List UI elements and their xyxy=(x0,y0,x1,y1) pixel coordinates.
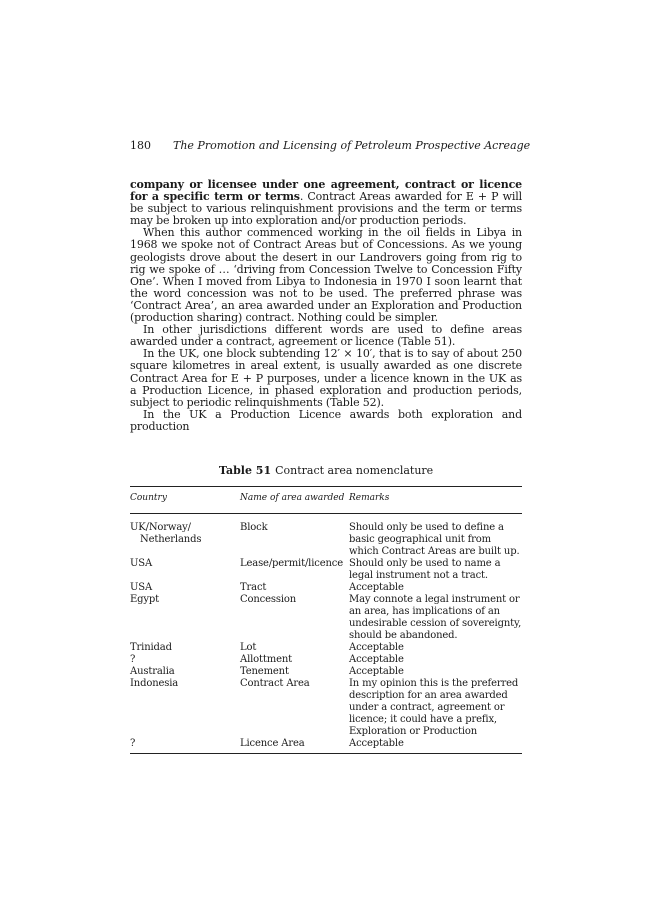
table-row xyxy=(130,738,522,750)
running-head xyxy=(130,139,531,152)
cell-remarks: Should only be used to name a legal instrument not a tract. xyxy=(349,558,501,581)
cell-country: USA xyxy=(130,582,153,593)
cell-country xyxy=(130,522,240,558)
cell-name: Contract Area xyxy=(240,678,310,689)
cell-name: Lot xyxy=(240,642,257,653)
cell-name: Block xyxy=(240,522,268,533)
cell-name: Allottment xyxy=(240,654,293,665)
cell-country: Indonesia xyxy=(130,678,179,689)
table-label: Table 51 xyxy=(218,464,272,477)
cell-remarks: In my opinion this is the preferred description for an area awarded under a contract, agreement or licence; it could have a prefix, Exploration or Production xyxy=(349,678,519,737)
cell-remarks: May connote a legal instrument or an area, has implications of an undesirable cession of sovereignty, should be abandoned. xyxy=(349,594,522,641)
table-row xyxy=(130,642,522,654)
cell-remarks: Acceptable xyxy=(349,666,404,677)
column-header-remarks: Remarks xyxy=(349,493,390,503)
paragraph-3: In other jurisdictions different words are used to define areas awarded under a contract, agreement or licence (Table 51). xyxy=(130,323,522,349)
cell-name: Licence Area xyxy=(240,738,305,749)
bold-definition: company or licensee under one agreement, contract or licence for a specific term or terms xyxy=(130,178,522,204)
table-caption-text: Contract area nomenclature xyxy=(275,464,434,477)
paragraph-2: When this author commenced working in the oil fields in Libya in 1968 we spoke not of Contract Areas but of Concessions. As we young geologists drove about the desert in our Landrovers going from rig to rig we spoke of … ‘driving from Concession Twelve to Concession Fifty One’. When I moved from Libya to Indonesia in 1970 I soon learnt that the word concession was not to be used. The preferred phrase was ‘Contract Area’, an area awarded under an Exploration and Production (production sharing) contract. Nothing could be simpler. xyxy=(130,226,522,325)
table-bottom-rule xyxy=(130,753,522,754)
nomenclature-table xyxy=(130,486,522,754)
cell-name: Lease/permit/licence xyxy=(240,558,343,569)
table-row xyxy=(130,594,522,642)
cell-remarks: Acceptable xyxy=(349,582,404,593)
table-caption xyxy=(130,464,522,477)
cell-country: ? xyxy=(130,738,136,749)
cell-name: Concession xyxy=(240,594,297,605)
cell-country-line1: UK/Norway/ xyxy=(130,522,191,533)
cell-country: Egypt xyxy=(130,594,160,605)
table-row xyxy=(130,558,522,582)
paragraph-1-rest: . Contract Areas awarded for E + P will be subject to various relinquishment provisions and the term or terms may be broken up into exploration and/or production periods. xyxy=(130,190,522,228)
cell-country: Australia xyxy=(130,666,175,677)
table-body xyxy=(130,514,522,753)
paragraph-5: In the UK a Production Licence awards both exploration and production xyxy=(130,407,522,433)
table-row xyxy=(130,654,522,666)
table-row xyxy=(130,666,522,678)
cell-remarks: Should only be used to define a basic geographical unit from which Contract Areas are built up. xyxy=(349,522,520,557)
page-number: 180 xyxy=(130,139,151,152)
table-row xyxy=(130,678,522,738)
cell-remarks: Acceptable xyxy=(349,642,404,653)
paragraph-4: In the UK, one block subtending 12′ × 10′, that is to say of about 250 square kilometres in areal extent, is usually awarded as one discrete Contract Area for E + P purposes, under a licence known in the UK as a Production Licence, in phased exploration and production periods, subject to periodic relinquishments (Table 52). xyxy=(130,347,522,409)
cell-country: ? xyxy=(130,654,136,665)
table-header xyxy=(130,487,522,513)
column-header-name: Name of area awarded xyxy=(240,493,345,503)
body-text xyxy=(130,179,522,433)
cell-name: Tract xyxy=(240,582,267,593)
column-header-country: Country xyxy=(130,493,167,503)
table-row xyxy=(130,582,522,594)
cell-remarks: Acceptable xyxy=(349,654,404,665)
table-row xyxy=(130,522,522,558)
paragraph-1 xyxy=(130,179,522,227)
cell-remarks: Acceptable xyxy=(349,738,404,749)
cell-country: USA xyxy=(130,558,153,569)
cell-country-line2: Netherlands xyxy=(140,534,202,545)
cell-name: Tenement xyxy=(240,666,289,677)
cell-country: Trinidad xyxy=(130,642,172,653)
running-title: The Promotion and Licensing of Petroleum Prospective Acreage xyxy=(173,139,531,152)
